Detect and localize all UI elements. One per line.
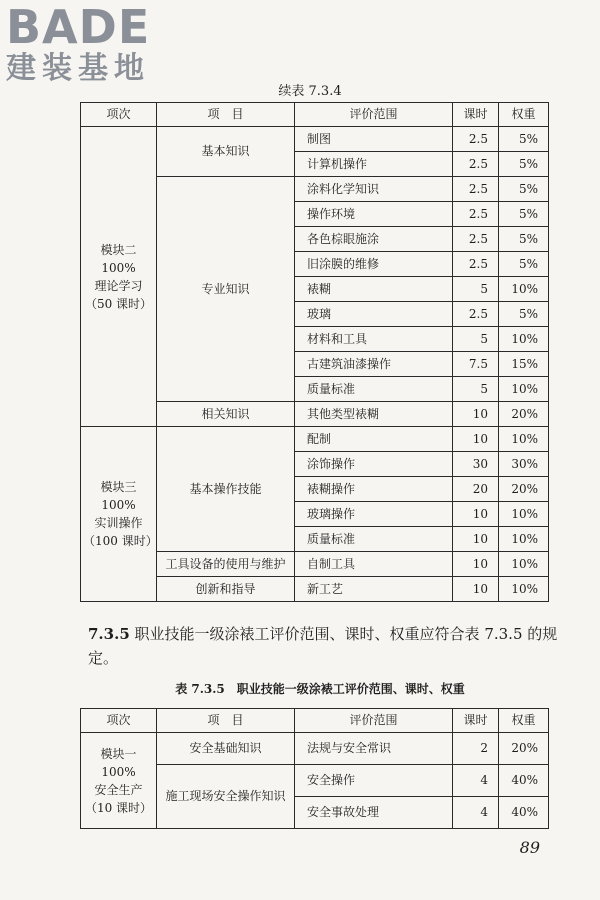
hours-cell: 2.5 (453, 177, 499, 202)
hours-cell: 5 (453, 327, 499, 352)
hours-cell: 5 (453, 377, 499, 402)
module-hours: （50 课时） (84, 296, 153, 311)
range-cell: 安全操作 (295, 765, 453, 797)
header-weight: 权重 (499, 103, 549, 127)
module-hours: （100 课时） (83, 534, 158, 548)
page-number: 89 (519, 838, 540, 857)
weight-cell: 5% (499, 227, 549, 252)
range-cell: 裱糊操作 (295, 477, 453, 502)
table1-caption: 续表 7.3.4 (278, 84, 342, 99)
weight-cell: 10% (499, 377, 549, 402)
item-cell: 基本知识 (157, 127, 295, 177)
header-item-no: 项次 (81, 103, 157, 127)
evaluation-table-continued (80, 102, 549, 602)
range-cell: 自制工具 (295, 552, 453, 577)
header-range: 评价范围 (295, 709, 453, 733)
weight-cell: 5% (499, 202, 549, 227)
hours-cell: 10 (453, 427, 499, 452)
hours-cell: 2 (453, 733, 499, 765)
range-cell: 裱糊 (295, 277, 453, 302)
hours-cell: 4 (453, 765, 499, 797)
weight-cell: 10% (499, 502, 549, 527)
table-row (81, 127, 549, 152)
table-row (81, 427, 549, 452)
section-text: 职业技能一级涂裱工评价范围、课时、权重应符合表 7.3.5 的规定。 (88, 625, 558, 667)
range-cell: 古建筑油漆操作 (295, 352, 453, 377)
weight-cell: 15% (499, 352, 549, 377)
weight-cell: 10% (499, 427, 549, 452)
range-cell: 旧涂膜的维修 (295, 252, 453, 277)
hours-cell: 10 (453, 527, 499, 552)
range-cell: 其他类型裱糊 (295, 402, 453, 427)
module-subject: 理论学习 (94, 278, 143, 293)
header-item: 项 目 (157, 103, 295, 127)
module-subject: 实训操作 (94, 516, 143, 530)
header-hours: 课时 (453, 709, 499, 733)
hours-cell: 2.5 (453, 202, 499, 227)
weight-cell: 5% (499, 127, 549, 152)
hours-cell: 2.5 (453, 127, 499, 152)
range-cell: 玻璃 (295, 302, 453, 327)
hours-cell: 10 (453, 577, 499, 602)
hours-cell: 30 (453, 452, 499, 477)
weight-cell: 10% (499, 577, 549, 602)
range-cell: 质量标准 (295, 377, 453, 402)
table-row (81, 733, 549, 765)
module-title: 模块二 100% (100, 242, 137, 275)
header-range: 评价范围 (295, 103, 453, 127)
header-item-no: 项次 (81, 709, 157, 733)
section-paragraph (88, 622, 558, 670)
item-cell: 施工现场安全操作知识 (157, 765, 295, 829)
weight-cell: 20% (499, 733, 549, 765)
bade-logo-subtitle: 建装基地 (6, 51, 150, 86)
range-cell: 计算机操作 (295, 152, 453, 177)
item-cell: 相关知识 (157, 402, 295, 427)
module-hours: （10 课时） (84, 800, 153, 815)
range-cell: 制图 (295, 127, 453, 152)
table-header-row (81, 709, 549, 733)
range-cell: 操作环境 (295, 202, 453, 227)
hours-cell: 20 (453, 477, 499, 502)
range-cell: 玻璃操作 (295, 502, 453, 527)
range-cell: 安全事故处理 (295, 797, 453, 829)
header-hours: 课时 (453, 103, 499, 127)
weight-cell: 5% (499, 152, 549, 177)
module3-cell (81, 427, 157, 602)
module1-cell (81, 733, 157, 829)
weight-cell: 10% (499, 527, 549, 552)
header-item: 项 目 (157, 709, 295, 733)
module2-cell (81, 127, 157, 427)
weight-cell: 20% (499, 402, 549, 427)
item-cell: 工具设备的使用与维护 (157, 552, 295, 577)
module-subject: 安全生产 (94, 782, 143, 797)
table-header-row (81, 103, 549, 127)
hours-cell: 10 (453, 552, 499, 577)
module-title: 模块三 100% (100, 480, 137, 512)
weight-cell: 5% (499, 252, 549, 277)
weight-cell: 40% (499, 765, 549, 797)
item-cell: 基本操作技能 (157, 427, 295, 552)
hours-cell: 5 (453, 277, 499, 302)
range-cell: 配制 (295, 427, 453, 452)
header-weight: 权重 (499, 709, 549, 733)
weight-cell: 10% (499, 327, 549, 352)
weight-cell: 5% (499, 177, 549, 202)
hours-cell: 2.5 (453, 302, 499, 327)
weight-cell: 20% (499, 477, 549, 502)
weight-cell: 30% (499, 452, 549, 477)
module-title: 模块一 100% (100, 746, 137, 779)
item-cell: 专业知识 (157, 177, 295, 402)
weight-cell: 10% (499, 277, 549, 302)
weight-cell: 40% (499, 797, 549, 829)
hours-cell: 4 (453, 797, 499, 829)
item-cell: 安全基础知识 (157, 733, 295, 765)
range-cell: 涂料化学知识 (295, 177, 453, 202)
hours-cell: 2.5 (453, 152, 499, 177)
bade-logo: BADE (6, 0, 151, 54)
hours-cell: 10 (453, 402, 499, 427)
section-number: 7.3.5 (88, 625, 130, 643)
hours-cell: 7.5 (453, 352, 499, 377)
evaluation-table-735 (80, 708, 549, 829)
table2-caption: 表 7.3.5 职业技能一级涂裱工评价范围、课时、权重 (175, 682, 465, 696)
range-cell: 材料和工具 (295, 327, 453, 352)
weight-cell: 5% (499, 302, 549, 327)
hours-cell: 2.5 (453, 252, 499, 277)
item-cell: 创新和指导 (157, 577, 295, 602)
range-cell: 涂饰操作 (295, 452, 453, 477)
hours-cell: 10 (453, 502, 499, 527)
hours-cell: 2.5 (453, 227, 499, 252)
range-cell: 质量标准 (295, 527, 453, 552)
weight-cell: 10% (499, 552, 549, 577)
range-cell: 法规与安全常识 (295, 733, 453, 765)
range-cell: 新工艺 (295, 577, 453, 602)
range-cell: 各色棕眼施涂 (295, 227, 453, 252)
